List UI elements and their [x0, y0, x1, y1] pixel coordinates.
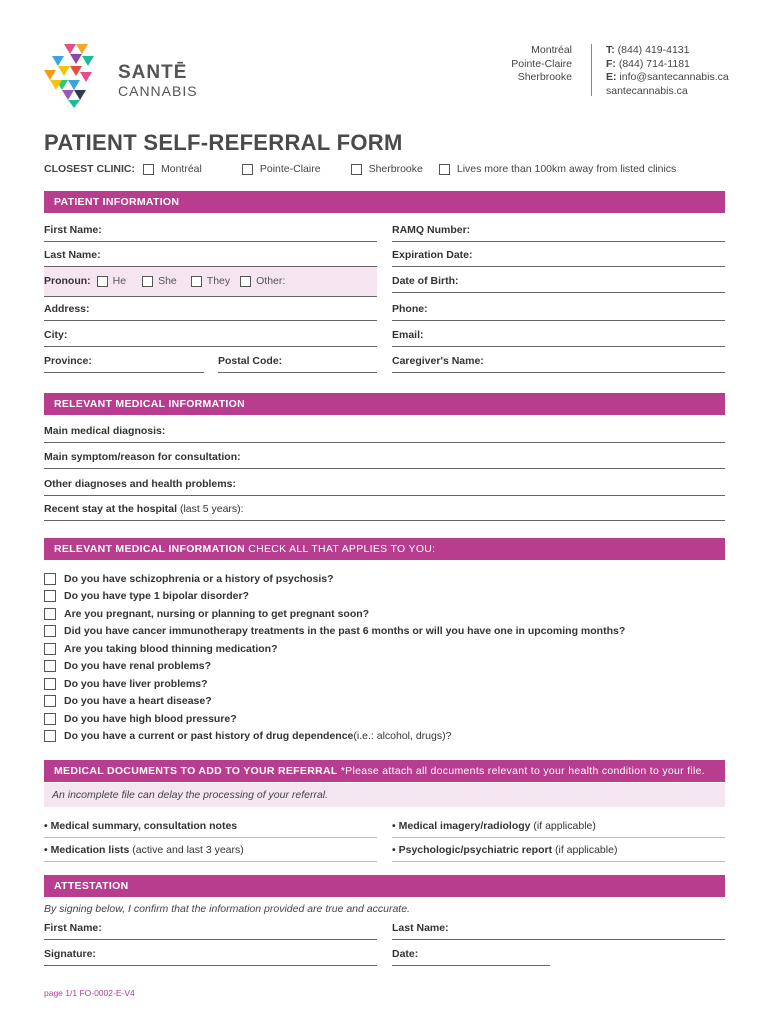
document-qualifier: (if applicable) — [552, 844, 618, 856]
phone-field[interactable]: Phone: — [392, 299, 725, 321]
condition-question: Do you have type 1 bipolar disorder? — [64, 590, 249, 603]
condition-checkbox[interactable] — [44, 695, 56, 707]
list-item — [44, 640, 725, 658]
pronoun-underline — [44, 296, 377, 297]
location-item: Montréal — [531, 44, 572, 56]
province-field[interactable]: Province: — [44, 351, 204, 373]
clinic-option-label: Montréal — [161, 163, 202, 175]
pronoun-option-label: He — [112, 275, 127, 287]
clinic-checkbox-montreal[interactable] — [143, 164, 154, 175]
email-label: E: — [606, 71, 617, 83]
attestation-first-name-field[interactable]: First Name: — [44, 918, 377, 940]
section-patient-information: PATIENT INFORMATION — [44, 191, 725, 213]
address-field[interactable]: Address: — [44, 299, 377, 321]
list-item — [44, 675, 725, 693]
contact-info — [606, 44, 729, 98]
pronoun-label: Pronoun: — [44, 275, 91, 287]
fax-label: F: — [606, 57, 616, 70]
condition-question: Did you have cancer immunotherapy treatments in the past 6 months or will you have one in upcoming months? — [64, 625, 626, 638]
condition-checkbox[interactable] — [44, 730, 56, 742]
pronoun-option-label: They — [206, 275, 231, 287]
condition-question: Do you have liver problems? — [64, 677, 208, 690]
condition-question: Are you pregnant, nursing or planning to get pregnant soon? — [64, 607, 370, 620]
document-item — [44, 816, 377, 838]
list-item — [44, 588, 725, 606]
city-field[interactable]: City: — [44, 325, 377, 347]
caregiver-name-field[interactable]: Caregiver's Name: — [392, 351, 725, 373]
document-label: Medical summary, consultation notes — [50, 820, 238, 832]
clinic-option-label: Sherbrooke — [368, 163, 423, 175]
document-item — [392, 816, 725, 838]
website-link[interactable]: santecannabis.ca — [606, 84, 688, 97]
email-link[interactable]: info@santecannabis.ca — [619, 71, 729, 83]
bullet: • — [392, 844, 396, 856]
pronoun-checkbox-they[interactable] — [191, 276, 202, 287]
document-label: Psychologic/psychiatric report — [398, 844, 553, 856]
brand-subtitle: CANNABIS — [118, 83, 198, 99]
page-footer: page 1/1 FO-0002-E-V4 — [44, 988, 135, 998]
pronoun-row — [44, 273, 293, 289]
condition-checkbox[interactable] — [44, 713, 56, 725]
hospital-stay-qualifier: (last 5 years): — [177, 503, 244, 515]
section-check-all — [44, 538, 725, 560]
document-item — [392, 840, 725, 862]
clinic-checkbox-sherbrooke[interactable] — [351, 164, 362, 175]
brand-name: SANTĒ — [118, 62, 188, 83]
condition-question: Do you have a heart disease? — [64, 695, 212, 708]
ramq-number-field[interactable]: RAMQ Number: — [392, 220, 725, 242]
phone-label: T: — [606, 44, 615, 56]
bullet: • — [392, 820, 396, 832]
pronoun-checkbox-he[interactable] — [97, 276, 108, 287]
section-attestation: ATTESTATION — [44, 875, 725, 897]
phone-value: (844) 419-4131 — [617, 44, 690, 56]
clinic-option-label: Lives more than 100km away from listed clinics — [456, 163, 677, 175]
condition-checkbox[interactable] — [44, 678, 56, 690]
location-item: Sherbrooke — [517, 71, 572, 83]
location-item: Pointe-Claire — [511, 57, 572, 70]
clinic-checkbox-far-away[interactable] — [439, 164, 450, 175]
expiration-date-field[interactable]: Expiration Date: — [392, 245, 725, 267]
condition-question: Do you have a current or past history of drug dependence — [64, 730, 354, 743]
list-item — [44, 728, 725, 746]
list-item — [44, 710, 725, 728]
signature-field[interactable]: Signature: — [44, 944, 377, 966]
condition-checkbox[interactable] — [44, 625, 56, 637]
pronoun-option-label: She — [158, 275, 177, 287]
pronoun-option-label: Other: — [256, 275, 286, 287]
email-field[interactable]: Email: — [392, 325, 725, 347]
date-field[interactable]: Date: — [392, 944, 550, 966]
document-qualifier: (if applicable) — [530, 820, 596, 832]
pronoun-checkbox-she[interactable] — [142, 276, 153, 287]
condition-checkbox[interactable] — [44, 590, 56, 602]
main-diagnosis-field[interactable]: Main medical diagnosis: — [44, 421, 725, 443]
condition-checkbox[interactable] — [44, 608, 56, 620]
document-item — [44, 840, 377, 862]
incomplete-file-note: An incomplete file can delay the processing of your referral. — [44, 783, 725, 807]
main-symptom-field[interactable]: Main symptom/reason for consultation: — [44, 447, 725, 469]
section-medical-documents-title: MEDICAL DOCUMENTS TO ADD TO YOUR REFERRAL — [54, 765, 338, 777]
last-name-field[interactable]: Last Name: — [44, 245, 377, 267]
pronoun-checkbox-other[interactable] — [240, 276, 251, 287]
postal-code-field[interactable]: Postal Code: — [218, 351, 377, 373]
clinic-option-label: Pointe-Claire — [259, 163, 321, 175]
section-medical-documents-note: *Please attach all documents relevant to your health condition to your file. — [337, 765, 706, 777]
first-name-field[interactable]: First Name: — [44, 220, 377, 242]
list-item — [44, 570, 725, 588]
condition-checkbox[interactable] — [44, 660, 56, 672]
closest-clinic-label: CLOSEST CLINIC: — [44, 163, 135, 175]
section-medical-documents — [44, 760, 725, 782]
condition-checklist — [44, 570, 725, 745]
header-divider — [591, 44, 592, 96]
hospital-stay-field[interactable] — [44, 499, 725, 521]
date-of-birth-field[interactable]: Date of Birth: — [392, 271, 725, 293]
document-label: Medical imagery/radiology — [398, 820, 531, 832]
hospital-stay-label: Recent stay at the hospital — [44, 503, 178, 515]
condition-checkbox[interactable] — [44, 643, 56, 655]
condition-question: Do you have schizophrenia or a history of psychosis? — [64, 572, 334, 585]
other-diagnoses-field[interactable]: Other diagnoses and health problems: — [44, 474, 725, 496]
closest-clinic-row — [44, 161, 690, 177]
list-item — [44, 623, 725, 641]
clinic-locations — [470, 44, 572, 85]
section-relevant-medical-information: RELEVANT MEDICAL INFORMATION — [44, 393, 725, 415]
condition-checkbox[interactable] — [44, 573, 56, 585]
clinic-checkbox-pointe-claire[interactable] — [242, 164, 253, 175]
fax-value: (844) 714-1181 — [618, 57, 690, 70]
list-item — [44, 605, 725, 623]
attestation-last-name-field[interactable]: Last Name: — [392, 918, 725, 940]
list-item — [44, 658, 725, 676]
page-title: PATIENT SELF-REFERRAL FORM — [44, 130, 403, 155]
condition-question: Do you have renal problems? — [64, 660, 212, 673]
attestation-statement: By signing below, I confirm that the information provided are true and accurate. — [44, 903, 410, 915]
condition-question: Are you taking blood thinning medication? — [64, 642, 278, 655]
condition-question: Do you have high blood pressure? — [64, 712, 237, 725]
section-check-all-instruction: CHECK ALL THAT APPLIES TO YOU: — [244, 543, 436, 555]
document-label: Medication lists — [50, 844, 130, 856]
condition-question-note: (i.e.: alcohol, drugs)? — [353, 730, 452, 743]
section-check-all-title: RELEVANT MEDICAL INFORMATION — [54, 543, 245, 555]
bullet: • — [44, 844, 48, 856]
list-item — [44, 693, 725, 711]
bullet: • — [44, 820, 48, 832]
document-qualifier: (active and last 3 years) — [129, 844, 244, 856]
